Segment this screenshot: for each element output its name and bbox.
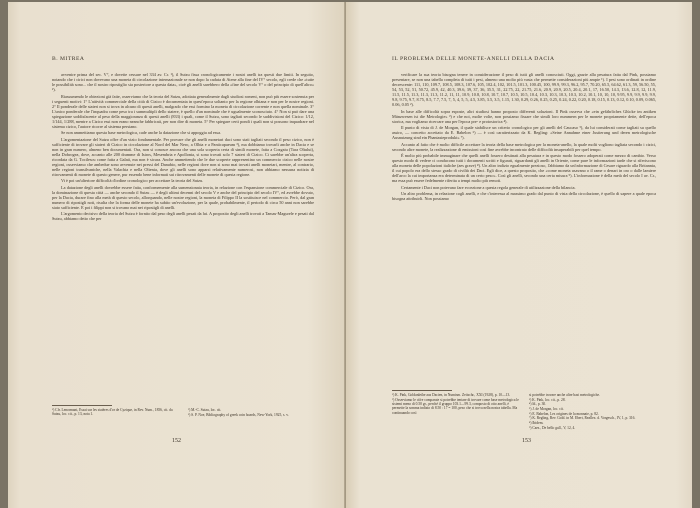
paragraph: In base alle difficoltà sopra esposte, altri studiosi hanno proposto differenti soluzioni. Il Pink osserva che «ein gefährliches Glücke im antiken Münzwesen ist die Metrologie» ³) e che noi, molte volte, non possiamo fissare che simili loro nummern per le monete propriamente dette, dell'epoca storica, ma vogliamo ricercare una per l'epoca pre- e protostorica ⁴). bbox=[392, 108, 656, 124]
footnote-column bbox=[188, 408, 314, 417]
footnote: ²) M.-C. Sutzu, loc. cit. bbox=[188, 408, 222, 412]
running-head-left: B. MITREA bbox=[52, 56, 85, 62]
page-number-right: 153 bbox=[522, 438, 531, 444]
footnote: ³) K. Pink, loc. cit., p. 28. bbox=[529, 397, 566, 402]
footnote: ¹) Cfr. Lenormant, Essai sur les statères d'or de Cyzique, in Rev. Num., 1856, cit. da Sutzu, loc. cit., p. 13, nota 1. bbox=[52, 408, 173, 417]
footnote: si potrebbe trovare anche altre basi metrologiche. bbox=[529, 393, 600, 397]
paragraph: La datazione degli anelli dovrebbe essere fatta, conformemente alla sumenzionata teoria, in relazione con l'espansione commerciale di Cizico. Ora, la dominazione di questa città — anche secondo il Sutzu — è degli ultimi decenni del secolo V e anche del principio del secolo IV°, ed avrebbe dovuto, per la Dacia, durare fino alla metà di questo secolo, allorquando, nelle nostre regioni, la moneta di Filippo II la sostituisce nel commercio. Però, dal gran numero di ripostigli noti, risulta che la forma delle monete ha subito un'evoluzione, per la quale, probabilmente, il periodo di circa 50 anni non sarebbe stato sufficiente. E poi i filippi non si trovano mai nei ripostigli di anelli. bbox=[52, 184, 314, 210]
running-head-right: IL PROBLEMA DELLE MONETE-ANELLI DELLA DACIA bbox=[392, 56, 555, 62]
footnote: ⁷) K. Regling, Rev. Gold. in M. Ebert, Reallex. d. Vorgesch., IV, 1, p. 316. bbox=[529, 416, 636, 421]
paragraph: avvenire prima del sec. V°, e dovette cessare nel 334 av. Cr. ¹), il Sutzu fissa cronologicamente i nostri anelli tra questi due limiti. In seguito, notando che i cirici non dovevano una moneta di circolazione internazionale se non dopo la caduta di Atene alla fine del IV° secolo, egli crede che «tutte le possibilità sono... che il nostro ripostiglio sia posteriore a questa data», cioè gli anelli sarebbero della «fine del secolo V° o del principio di quell'altro» ²). bbox=[52, 72, 314, 93]
paragraph: L'argomento decisivo della teoria del Sutzu è fornito dal peso degli anelli pesati da lui. A proposito degli anelli trovati a Tamas-Magurele e pesati dal Sutzu, abbiamo detto che per bbox=[52, 211, 314, 222]
paragraph: verificare la sua teoria bisogna tenere in considerazione il peso di tutti gli anelli conosciuti. Oggi, grazie alla pesatura fatta dal Pink, possiamo presentare, se non una tabella completa di tutti i pesi, almeno una molto più vasta che permette considerazioni più ampie ¹). I pesi sono ordinati in ordine decrescente: 111, 110, 109.7, 108.5, 108.3, 107.6, 105, 102.4, 102, 101.5, 101.3, 100.45, 100, 99.9, 99.3, 96.2, 95.7, 70.20, 65.5, 64.62, 61.3, 59, 56.50, 55, 54, 53, 52, 51, 50.72, 45.9, 42, 40.3, 39.6, 39, 37, 36, 35.5, 31, 22.75, 22, 21.75, 21.6, 20.9, 20.9, 20.5, 20.4, 20.1, 17, 16.50, 14.3, 13.6, 12.8, 12, 11.9, 11.5, 11.5, 11.3, 11.3, 11.3, 11.2, 11, 11, 10.9, 10.8, 10.8, 10.7, 10.7, 10.5, 10.5, 10.4, 10.3, 10.3, 10.3, 10.3, 10.2, 10.1, 10, 10, 10, 9.95, 9.9, 9.9, 9.9, 9.9, 9.8, 9.75, 9.7, 8.75, 8.5, 7.7, 7.5, 7, 5, 4, 5, 5, 4.5, 3.85, 3.5, 3.5, 1.15, 1.30, 0.29, 0.26, 0.25, 0.25, 0.24, 0.22, 0.20, 0.18, 0.15, 0.13, 0.12, 0.10, 0.09, 0.065, 0.06, 0.05 ²). bbox=[392, 72, 656, 108]
page-number-left: 152 bbox=[172, 438, 181, 444]
left-page bbox=[8, 2, 346, 508]
paragraph: Il punto di vista di J. de Morgan, il quale stabilisce un criterio cronologico per gli anelli del Caucaso ⁵), da lui considerati come tagliati su quello assiro, — concetto accettato da E. Babelon ⁶) — è così caratterizzato da K. Regling: «Seine Annahme einer Justierung und deren metrologische Ausnutzung sind ein Phantasieprodukt» ⁷). bbox=[392, 125, 656, 141]
footnote: ²) Osserviamo le cifre comparate si potrebbe tentare di trovare come base metrologica le sistemi meno di 0.50 gr., perché il gruppo 103.1—99.3, composto di otto anelli, è permette la somma indizio di 8.50 : 17 = 100, peso che si trova nella nostra tabella. Ma continuando così bbox=[392, 397, 519, 415]
footnote: ³) S. P. Noe, Bibliography of greek coin hoards, New-York, 1925, s. v. bbox=[188, 412, 289, 417]
footnote-column bbox=[52, 408, 178, 417]
book-spread bbox=[8, 2, 692, 508]
footnote-column bbox=[529, 393, 656, 431]
footnote: ⁵) J. de Morgan, loc. cit. bbox=[529, 407, 564, 412]
right-page-body bbox=[392, 72, 656, 202]
left-page-body bbox=[52, 72, 314, 223]
paragraph: Un altro problema, in relazione cogli anelli, e che c'interessa al massimo grado dal punto di vista della circolazione, è quello di sapere a quale epoca bisogna attribuirli. Non possiamo bbox=[392, 190, 656, 201]
footnote: ¹) K. Pink, Goldanleihe aus Dacien, in Numism. Zeitschr., XXI (1928), p. 10—13. bbox=[392, 393, 511, 397]
footnote: ⁶) E. Babelon, Les origines de la monnaie, p. 82. bbox=[529, 411, 599, 416]
paragraph: Certamente i Daci non potevano fare eccezione a questa regola generale di utilizzazione della bilancia. bbox=[401, 184, 576, 190]
footnote-rule bbox=[392, 390, 452, 391]
paragraph: Accanto al fatto che è molto difficile accettare la teoria della base metrologica per la moneta-anello, la quale molti vogliono tagliata secondo i cizici, secondo altre monete, la realizzazione di emissioni così fine avrebbe incontrato delle difficoltà insuperabili per quel tempo. bbox=[392, 141, 656, 152]
footnote-rule bbox=[52, 405, 112, 406]
paragraph: È molto più probabile immaginare che quelli anelli fossero destinati alla pesatura e in questo modo fossero adoperati come mezzo di cambio. Verso questo modo di vedere ci conducono tutti i documenti scritti e figurati, riguardanti gli anelli in Oriente, come pure le informazioni tarde che si riferiscono alla moneta delle popolazioni italiche (aes grave) ⁸). Un altro indizio egualmente prezioso, l'abbiamo da un'informazione di Cesare riguardo alla Britannia, il cui popolo era dello stesso grado di civiltà dei Daci. Egli dice, a questo proposito, che «come moneta usavano o il rame o denari in oro o dalle lamiere dell'arco la cui importanza era determinata di un certo peso». Così gli anelli, secondo una certa misura ⁹). L'informazione è della metà del secolo I av. Cr., ma essa può essere fedelmente riferita a tempi molto più remoti. bbox=[392, 152, 656, 184]
footnotes-left bbox=[52, 408, 314, 417]
footnote: ⁹) Caes., De bello gall., V, 12, 4. bbox=[529, 425, 576, 430]
paragraph: Se non ammettiamo questa base metrologica, cade anche la datazione che si appoggia ad essa. bbox=[61, 130, 222, 136]
paragraph: Riassumendo le obiezioni già fatte, osserviamo che la teoria del Sutzu, adottata generalmente dagli studiosi romeni, non può più essere sostenuta per i seguenti motivi: 1° L'attività commerciale della città di Cizico è documentata in quest'epoca soltanto per la regione olbiana e non per le nostre regioni. 2° Il ponderale delle stateri non si trova in alcuno di questi anelli, malgrado che essi formino la moneta di circolazione corrente e non quella nominale. 3° L'unico ponderale che l'inquadra come peso tra i summultipli dello statere, è quello d'un nominale che è ugualmente sconosciuto. 4° Non si può dare una spiegazione soddisfacente al peso della maggioranza di questi anelli (833) i quali, come il Sutzu, sono tagliati secondo le suddivisioni del Cizico: 1/12, 1/144, 1/288, mentre a Cizico essi non erano neanche fabbricati, per non dire di moneta. 5° Per spiegare certi pondi i quali non si possono inquadrare nel sistema cizico, l'autore ricorre al sistema persiano. bbox=[52, 93, 314, 129]
right-page bbox=[346, 2, 692, 508]
footnote: ⁸) Ibidem. bbox=[529, 421, 544, 426]
footnotes-right bbox=[392, 393, 656, 431]
footnote: ⁴) Id., p. 30. bbox=[529, 402, 547, 407]
paragraph: L'argomentazione del Sutzu offre d'un vizio fondamentale. Per provare che gli anelli monetari daci sono stati tagliati secondo il peso cizico, non è sufficiente di trovare gli stateri di Cizico in circolazione al Nord del Mar Nero, a Olbia e a Panticapaeum ³), ma dobbiamo trovarli anche in Dacia e se non in gran numero, almeno ben documentati. Ora, non si conosce ancora che una sola scoperta certa di simili monete, fatta a Cozgaiu (Tara Oltului), nella Dobrogea, dove, accanto alle 200 dramme di Istros, Mesembria e Apollonia, si sono trovati solo 7 stateri di Cizico. Ci sarebbe un'altra scoperta, ricordata da G. Tocilescu come fatta a Galati, ma non è sicura. Anche ammettendo che le due scoperte rappresentino un commercio cizico nelle nostre regioni, osserviamo che ambedue sono avvenute nei pressi del Danubio, nelle regioni dove non si sono mai trovati anelli monetari, mentre, al contrario, nelle regioni transilvaniche, nella Valachia e nella Oltenia, dove gli anelli sono apparsi relativamente numerosi, non abbiamo nessuna notizia di ritrovamenti di monete di questo genere, pur essendo bene informati sui ritrovamenti delle monete di questa regione. bbox=[52, 136, 314, 178]
paragraph: Vi è poi un'ulteriore difficoltà d'ordine cronologico per accettare la teoria del Sutzu. bbox=[61, 178, 204, 184]
footnote-column bbox=[392, 393, 519, 431]
